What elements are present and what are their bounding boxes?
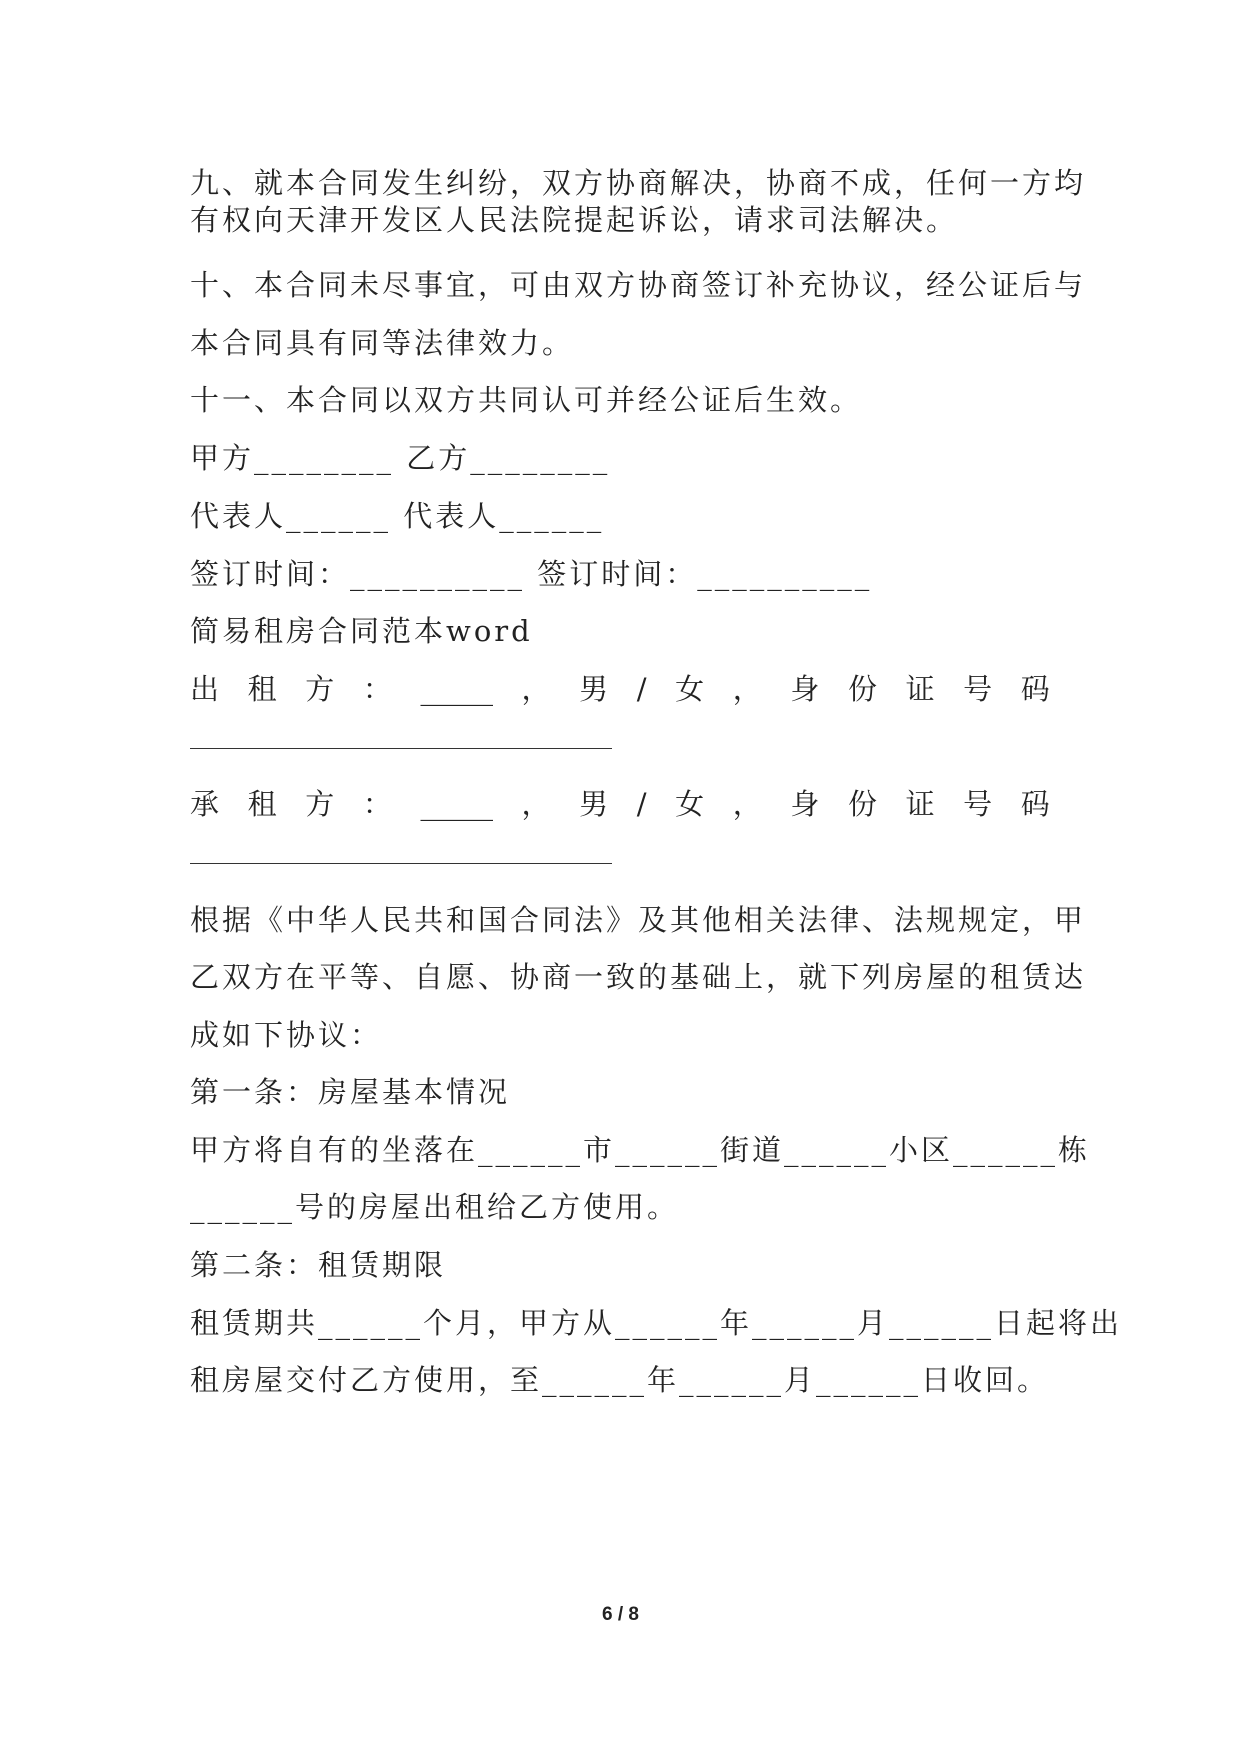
- page-number: 6 / 8: [602, 1604, 639, 1625]
- article-1-heading: 第一条：房屋基本情况: [190, 1075, 511, 1109]
- lessee-char: 女: [675, 787, 705, 821]
- article-2-line-2: 租房屋交付乙方使用，至______年______月______日收回。: [190, 1363, 1050, 1397]
- clause-10-line-1: 十、本合同未尽事宜，可由双方协商签订补充协议，经公证后与: [190, 268, 1087, 302]
- lessee-char: 身: [790, 787, 820, 821]
- clause-11: 十一、本合同以双方共同认可并经公证后生效。: [190, 383, 863, 417]
- lessee-char: ，: [521, 787, 551, 821]
- lessee-char: 男: [579, 787, 609, 821]
- lessor-char: 码: [1020, 672, 1050, 706]
- section-heading: 简易租房合同范本word: [190, 614, 533, 648]
- lessor-char: 号: [963, 672, 993, 706]
- lessor-char: ，: [732, 672, 762, 706]
- lessee-char: 码: [1020, 787, 1050, 821]
- lessor-row: [190, 669, 1050, 709]
- lessor-char: 身: [790, 672, 820, 706]
- lessor-name-blank: _____: [420, 672, 493, 706]
- lessor-char: ：: [362, 672, 392, 706]
- lessee-char: 方: [305, 787, 335, 821]
- lessee-char: 证: [905, 787, 935, 821]
- lessee-char: 租: [247, 787, 277, 821]
- lessee-char: ，: [732, 787, 762, 821]
- signing-date-line: 签订时间：__________ 签订时间：__________: [190, 557, 873, 591]
- lessor-char: ，: [521, 672, 551, 706]
- lessor-char: 方: [305, 672, 335, 706]
- lessee-char: 份: [847, 787, 877, 821]
- preamble-line-3: 成如下协议：: [190, 1018, 383, 1052]
- lessee-char: 承: [190, 787, 220, 821]
- lessee-id-blank: [190, 863, 612, 864]
- lessor-id-blank: [190, 748, 612, 749]
- article-2-heading: 第二条：租赁期限: [190, 1248, 447, 1282]
- lessee-name-blank: _____: [420, 787, 493, 821]
- lessee-char: /: [636, 787, 647, 821]
- lessee-char: ：: [362, 787, 392, 821]
- lessee-row: [190, 784, 1050, 824]
- preamble-line-1: 根据《中华人民共和国合同法》及其他相关法律、法规规定，甲: [190, 903, 1087, 937]
- article-2-line-1: 租赁期共______个月，甲方从______年______月______日起将出: [190, 1306, 1123, 1340]
- lessor-char: 男: [579, 672, 609, 706]
- article-1-line-1: 甲方将自有的坐落在______市______街道______小区______栋: [190, 1133, 1091, 1167]
- lessor-char: /: [636, 672, 647, 706]
- lessor-char: 证: [905, 672, 935, 706]
- party-line: 甲方________ 乙方________: [190, 441, 611, 475]
- lessee-char: 号: [963, 787, 993, 821]
- article-1-line-2: ______号的房屋出租给乙方使用。: [190, 1190, 680, 1224]
- lessor-char: 租: [247, 672, 277, 706]
- lessor-char: 女: [675, 672, 705, 706]
- representative-line: 代表人______ 代表人______: [190, 499, 605, 533]
- clause-10-line-2: 本合同具有同等法律效力。: [190, 326, 575, 360]
- lessor-char: 份: [847, 672, 877, 706]
- lessor-char: 出: [190, 672, 220, 706]
- clause-9-line-1: 九、就本合同发生纠纷，双方协商解决，协商不成，任何一方均: [190, 166, 1087, 200]
- preamble-line-2: 乙双方在平等、自愿、协商一致的基础上，就下列房屋的租赁达: [190, 960, 1087, 994]
- clause-9-line-2: 有权向天津开发区人民法院提起诉讼，请求司法解决。: [190, 203, 959, 237]
